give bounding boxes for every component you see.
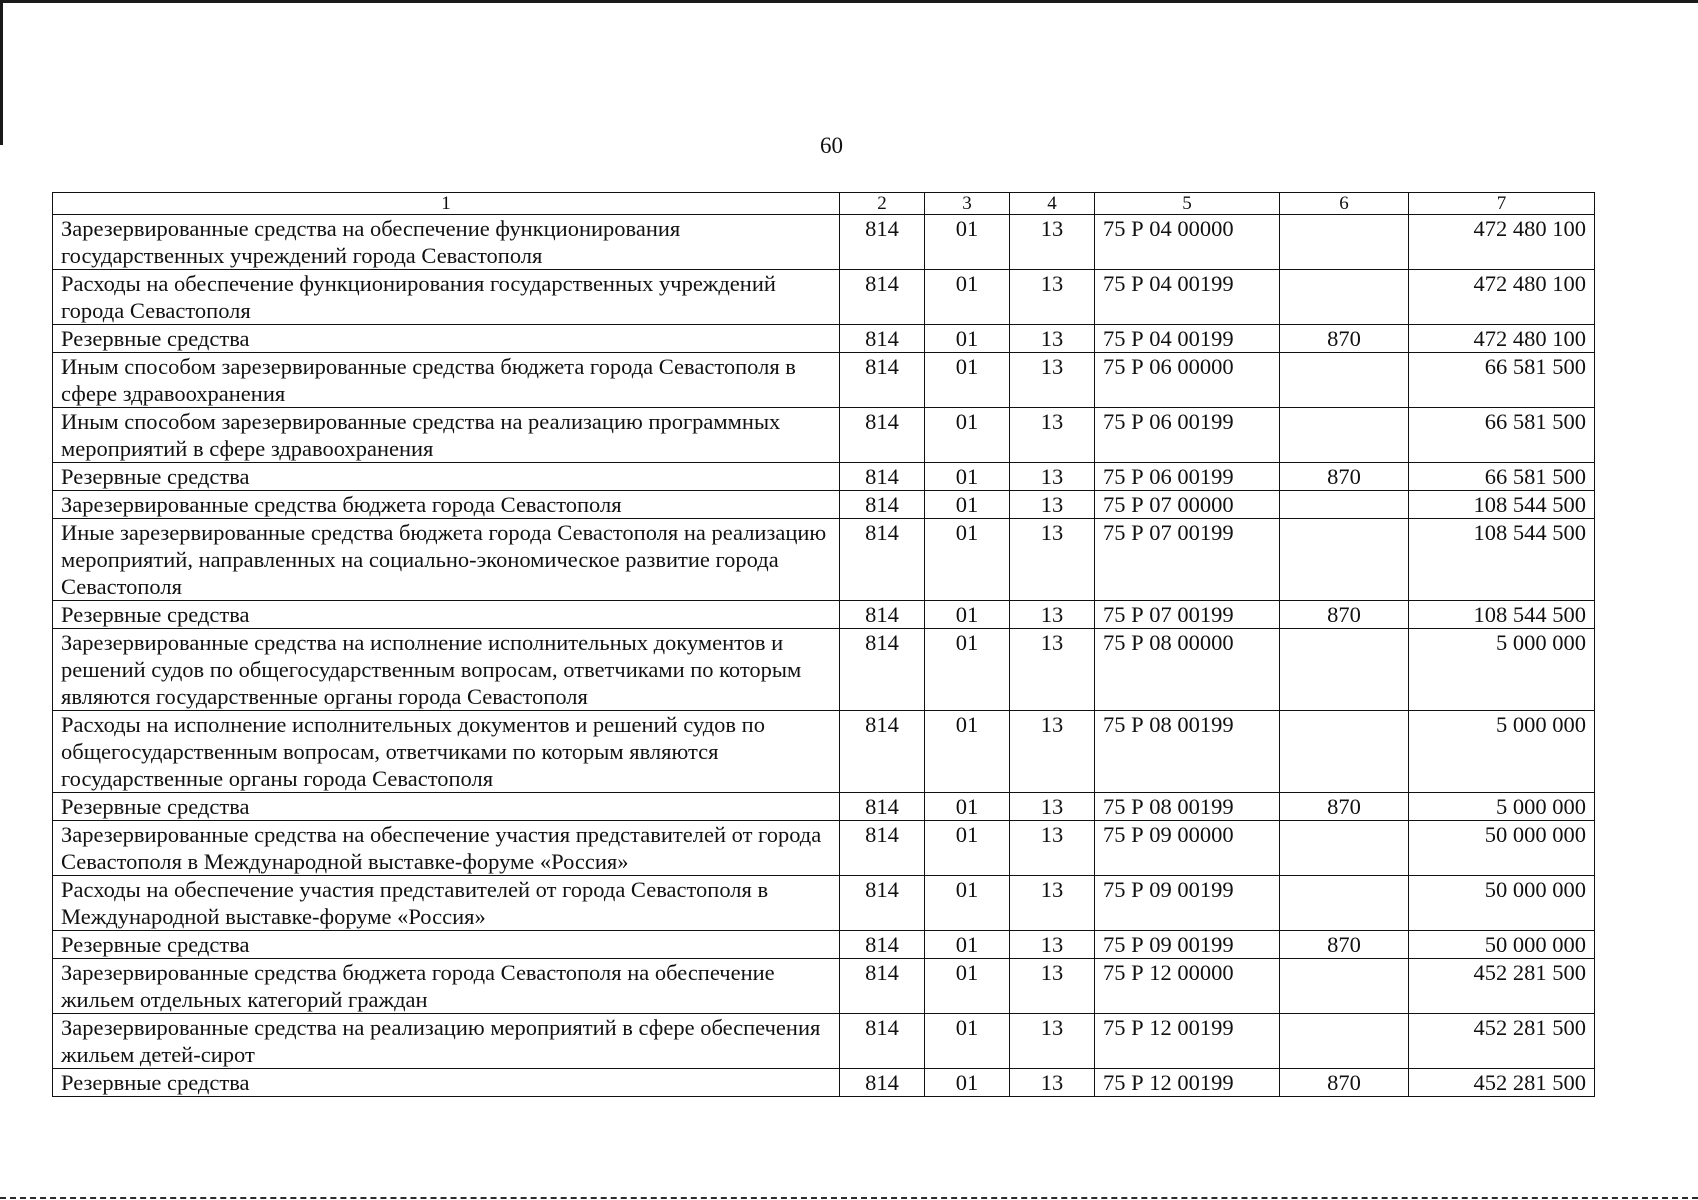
cell-name: Расходы на обеспечение функционирования государственных учреждений города Севастополя [53,270,840,325]
table-row [53,601,1595,629]
cell-name: Зарезервированные средства на исполнение исполнительных документов и решений судов по общегосударственным вопросам, ответчиками по которым являются государственные органы города Севастополя [53,629,840,711]
scan-border-top [0,0,1698,3]
table-row [53,959,1595,1014]
cell-admin-code: 814 [840,876,925,931]
cell-name: Иным способом зарезервированные средства на реализацию программных мероприятий в сфере здравоохранения [53,408,840,463]
cell-target-code: 75 Р 08 00199 [1095,793,1280,821]
column-header-5: 5 [1095,193,1280,215]
cell-amount: 5 000 000 [1409,629,1595,711]
cell-subsection: 13 [1010,408,1095,463]
table-row [53,1069,1595,1097]
cell-section: 01 [925,1014,1010,1069]
cell-subsection: 13 [1010,601,1095,629]
cell-subsection: 13 [1010,463,1095,491]
cell-subsection: 13 [1010,821,1095,876]
cell-expense-type [1280,353,1409,408]
cell-amount: 50 000 000 [1409,821,1595,876]
cell-admin-code: 814 [840,1014,925,1069]
cell-name: Резервные средства [53,601,840,629]
cell-target-code: 75 Р 06 00199 [1095,408,1280,463]
cell-expense-type [1280,959,1409,1014]
table-row [53,270,1595,325]
cell-amount: 50 000 000 [1409,876,1595,931]
cell-name: Резервные средства [53,931,840,959]
cell-expense-type: 870 [1280,463,1409,491]
cell-expense-type: 870 [1280,601,1409,629]
cell-amount: 5 000 000 [1409,793,1595,821]
table-row [53,629,1595,711]
cell-name: Расходы на обеспечение участия представителей от города Севастополя в Международной выставке-форуме «Россия» [53,876,840,931]
cell-section: 01 [925,353,1010,408]
cell-subsection: 13 [1010,519,1095,601]
table-row [53,463,1595,491]
cell-target-code: 75 Р 06 00199 [1095,463,1280,491]
scan-border-bottom [0,1197,1698,1199]
cell-amount: 50 000 000 [1409,931,1595,959]
cell-subsection: 13 [1010,270,1095,325]
scan-border-left [0,0,3,145]
column-header-4: 4 [1010,193,1095,215]
cell-name: Резервные средства [53,1069,840,1097]
cell-amount: 472 480 100 [1409,215,1595,270]
cell-expense-type [1280,821,1409,876]
cell-subsection: 13 [1010,793,1095,821]
cell-admin-code: 814 [840,270,925,325]
cell-target-code: 75 Р 07 00000 [1095,491,1280,519]
cell-amount: 108 544 500 [1409,601,1595,629]
cell-target-code: 75 Р 09 00199 [1095,931,1280,959]
cell-section: 01 [925,931,1010,959]
cell-subsection: 13 [1010,1014,1095,1069]
cell-section: 01 [925,793,1010,821]
cell-section: 01 [925,711,1010,793]
cell-expense-type [1280,215,1409,270]
cell-expense-type [1280,491,1409,519]
cell-section: 01 [925,876,1010,931]
cell-expense-type [1280,519,1409,601]
table-row [53,1014,1595,1069]
cell-amount: 472 480 100 [1409,325,1595,353]
cell-amount: 472 480 100 [1409,270,1595,325]
cell-amount: 66 581 500 [1409,408,1595,463]
cell-amount: 452 281 500 [1409,1014,1595,1069]
cell-amount: 66 581 500 [1409,353,1595,408]
cell-name: Зарезервированные средства на обеспечение участия представителей от города Севастополя в Международной выставке-форуме «Россия» [53,821,840,876]
cell-expense-type [1280,711,1409,793]
cell-admin-code: 814 [840,601,925,629]
cell-admin-code: 814 [840,325,925,353]
table-row [53,325,1595,353]
cell-amount: 108 544 500 [1409,519,1595,601]
cell-section: 01 [925,215,1010,270]
cell-admin-code: 814 [840,353,925,408]
cell-subsection: 13 [1010,959,1095,1014]
cell-admin-code: 814 [840,629,925,711]
budget-table [52,192,1595,1097]
cell-section: 01 [925,629,1010,711]
cell-name: Иным способом зарезервированные средства бюджета города Севастополя в сфере здравоохранения [53,353,840,408]
cell-admin-code: 814 [840,793,925,821]
cell-admin-code: 814 [840,1069,925,1097]
cell-section: 01 [925,270,1010,325]
cell-subsection: 13 [1010,215,1095,270]
cell-subsection: 13 [1010,711,1095,793]
column-header-6: 6 [1280,193,1409,215]
cell-section: 01 [925,408,1010,463]
cell-admin-code: 814 [840,408,925,463]
cell-subsection: 13 [1010,491,1095,519]
cell-amount: 452 281 500 [1409,1069,1595,1097]
cell-section: 01 [925,601,1010,629]
cell-expense-type: 870 [1280,1069,1409,1097]
cell-admin-code: 814 [840,959,925,1014]
cell-target-code: 75 Р 12 00000 [1095,959,1280,1014]
cell-target-code: 75 Р 04 00199 [1095,270,1280,325]
table-row [53,215,1595,270]
cell-amount: 452 281 500 [1409,959,1595,1014]
cell-admin-code: 814 [840,463,925,491]
cell-subsection: 13 [1010,876,1095,931]
cell-target-code: 75 Р 08 00000 [1095,629,1280,711]
cell-name: Зарезервированные средства на обеспечение функционирования государственных учреждений города Севастополя [53,215,840,270]
cell-expense-type: 870 [1280,793,1409,821]
cell-target-code: 75 Р 04 00199 [1095,325,1280,353]
cell-target-code: 75 Р 07 00199 [1095,601,1280,629]
cell-subsection: 13 [1010,325,1095,353]
cell-expense-type [1280,408,1409,463]
cell-name: Зарезервированные средства бюджета города Севастополя [53,491,840,519]
cell-target-code: 75 Р 09 00000 [1095,821,1280,876]
cell-subsection: 13 [1010,353,1095,408]
cell-name: Иные зарезервированные средства бюджета города Севастополя на реализацию мероприятий, направленных на социально-экономическое развитие города Севастополя [53,519,840,601]
cell-admin-code: 814 [840,215,925,270]
cell-amount: 5 000 000 [1409,711,1595,793]
cell-target-code: 75 Р 09 00199 [1095,876,1280,931]
column-header-3: 3 [925,193,1010,215]
table-row [53,876,1595,931]
cell-name: Расходы на исполнение исполнительных документов и решений судов по общегосударственным вопросам, ответчиками по которым являются государственные органы города Севастополя [53,711,840,793]
table-body [53,215,1595,1097]
table-row [53,821,1595,876]
cell-admin-code: 814 [840,821,925,876]
page-number: 60 [820,133,843,158]
cell-subsection: 13 [1010,931,1095,959]
header-row [53,193,1595,215]
cell-subsection: 13 [1010,1069,1095,1097]
column-header-1: 1 [53,193,840,215]
cell-section: 01 [925,463,1010,491]
column-header-2: 2 [840,193,925,215]
cell-admin-code: 814 [840,491,925,519]
table-row [53,519,1595,601]
cell-target-code: 75 Р 04 00000 [1095,215,1280,270]
cell-section: 01 [925,1069,1010,1097]
cell-expense-type: 870 [1280,325,1409,353]
column-header-7: 7 [1409,193,1595,215]
cell-expense-type [1280,629,1409,711]
cell-target-code: 75 Р 07 00199 [1095,519,1280,601]
cell-admin-code: 814 [840,519,925,601]
cell-amount: 108 544 500 [1409,491,1595,519]
table-row [53,931,1595,959]
cell-name: Резервные средства [53,793,840,821]
cell-target-code: 75 Р 06 00000 [1095,353,1280,408]
cell-name: Резервные средства [53,463,840,491]
cell-name: Резервные средства [53,325,840,353]
cell-section: 01 [925,491,1010,519]
cell-expense-type [1280,876,1409,931]
cell-expense-type [1280,1014,1409,1069]
cell-subsection: 13 [1010,629,1095,711]
cell-admin-code: 814 [840,711,925,793]
table-row [53,353,1595,408]
cell-section: 01 [925,325,1010,353]
cell-name: Зарезервированные средства на реализацию мероприятий в сфере обеспечения жильем детей-сирот [53,1014,840,1069]
cell-target-code: 75 Р 12 00199 [1095,1069,1280,1097]
cell-name: Зарезервированные средства бюджета города Севастополя на обеспечение жильем отдельных категорий граждан [53,959,840,1014]
cell-amount: 66 581 500 [1409,463,1595,491]
table-row [53,408,1595,463]
cell-target-code: 75 Р 12 00199 [1095,1014,1280,1069]
cell-admin-code: 814 [840,931,925,959]
table-row [53,793,1595,821]
cell-target-code: 75 Р 08 00199 [1095,711,1280,793]
cell-expense-type: 870 [1280,931,1409,959]
cell-expense-type [1280,270,1409,325]
table-row [53,491,1595,519]
cell-section: 01 [925,519,1010,601]
cell-section: 01 [925,959,1010,1014]
cell-section: 01 [925,821,1010,876]
table-row [53,711,1595,793]
